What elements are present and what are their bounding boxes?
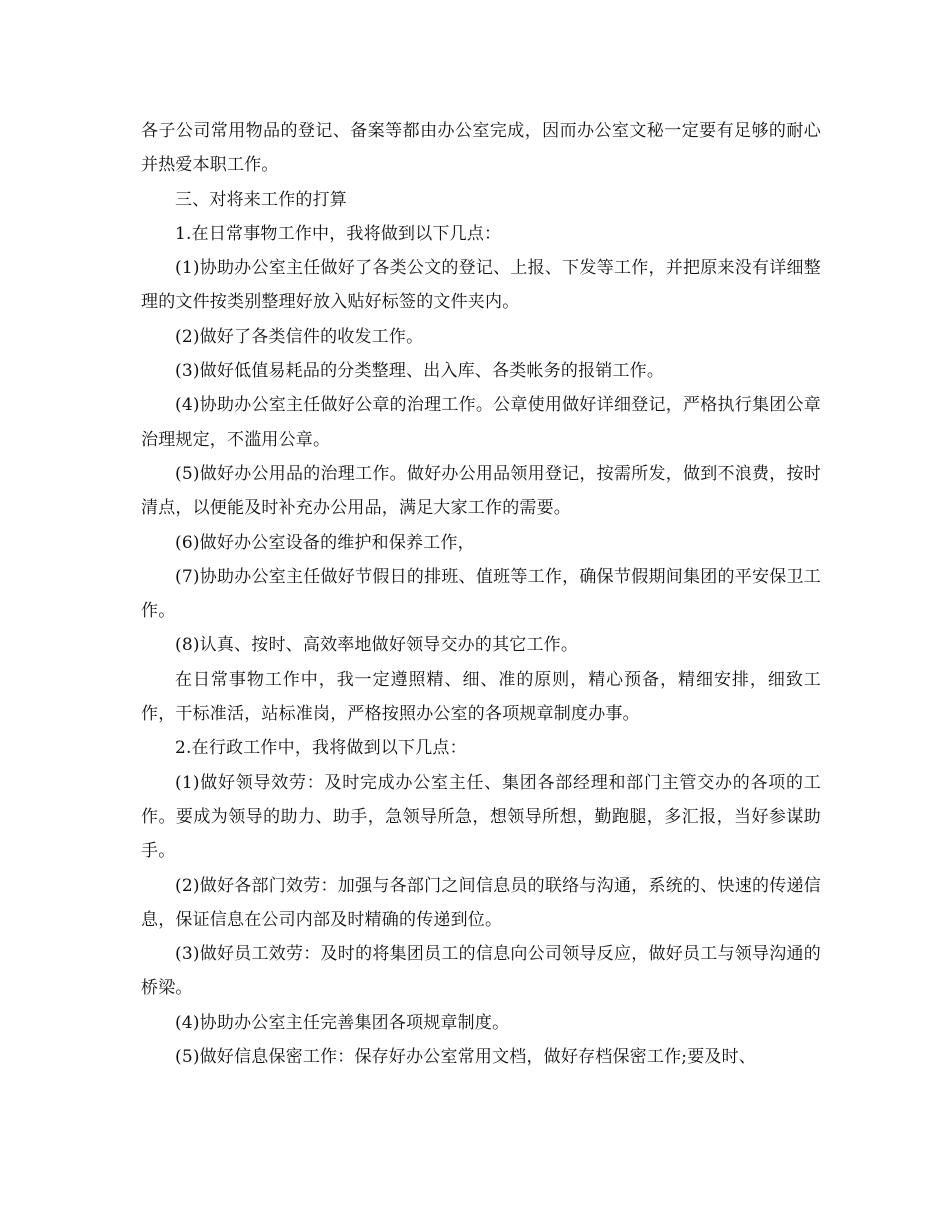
list-item: (4)协助办公室主任完善集团各项规章制度。 — [175, 1012, 510, 1033]
list-item: (8)认真、按时、高效率地做好领导交办的其它工作。 — [175, 635, 579, 656]
list-item: (2)做好各部门效劳：加强与各部门之间信息员的联络与沟通，系统的、快速的传递信息，保证信息在公司内部及时精确的传递到位。 — [141, 875, 821, 930]
subsection-heading: 1.在日常事物工作中，我将做到以下几点： — [175, 223, 502, 244]
list-item: (2)做好了各类信件的收发工作。 — [175, 326, 424, 347]
list-item: (1)做好领导效劳：及时完成办公室主任、集团各部经理和部门主管交办的各项的工作。要成为领导的助力、助手，急领导所急，想领导所想，勤跑腿，多汇报，当好参谋助手。 — [141, 772, 821, 862]
list-item: (6)做好办公室设备的维护和保养工作， — [175, 532, 475, 553]
subsection-heading: 2.在行政工作中，我将做到以下几点： — [175, 738, 467, 759]
paragraph: 各子公司常用物品的登记、备案等都由办公室完成，因而办公室文秘一定要有足够的耐心并热爱本职工作。 — [141, 121, 821, 176]
list-item: (1)协助办公室主任做好了各类公文的登记、上报、下发等工作，并把原来没有详细整理的文件按类别整理好放入贴好标签的文件夹内。 — [141, 258, 821, 313]
list-item: (3)做好低值易耗品的分类整理、出入库、各类帐务的报销工作。 — [175, 361, 665, 382]
list-item: (7)协助办公室主任做好节假日的排班、值班等工作，确保节假期间集团的平安保卫工作。 — [141, 566, 821, 622]
list-item: (5)做好信息保密工作：保存好办公室常用文档，做好存档保密工作;要及时、 — [175, 1047, 757, 1068]
list-item: (5)做好办公用品的治理工作。做好办公用品领用登记，按需所发，做到不浪费，按时清点，以便能及时补充办公用品，满足大家工作的需要。 — [141, 463, 821, 519]
paragraph: 在日常事物工作中，我一定遵照精、细、准的原则，精心预备，精细安排，细致工作，干标准活，站标准岗，严格按照办公室的各项规章制度办事。 — [141, 669, 821, 725]
list-item: (4)协助办公室主任做好公章的治理工作。公章使用做好详细登记，严格执行集团公章治理规定，不滥用公章。 — [141, 395, 821, 450]
section-heading: 三、对将来工作的打算 — [175, 189, 347, 210]
list-item: (3)做好员工效劳：及时的将集团员工的信息向公司领导反应，做好员工与领导沟通的桥梁。 — [141, 944, 821, 999]
document-body — [141, 114, 821, 1074]
